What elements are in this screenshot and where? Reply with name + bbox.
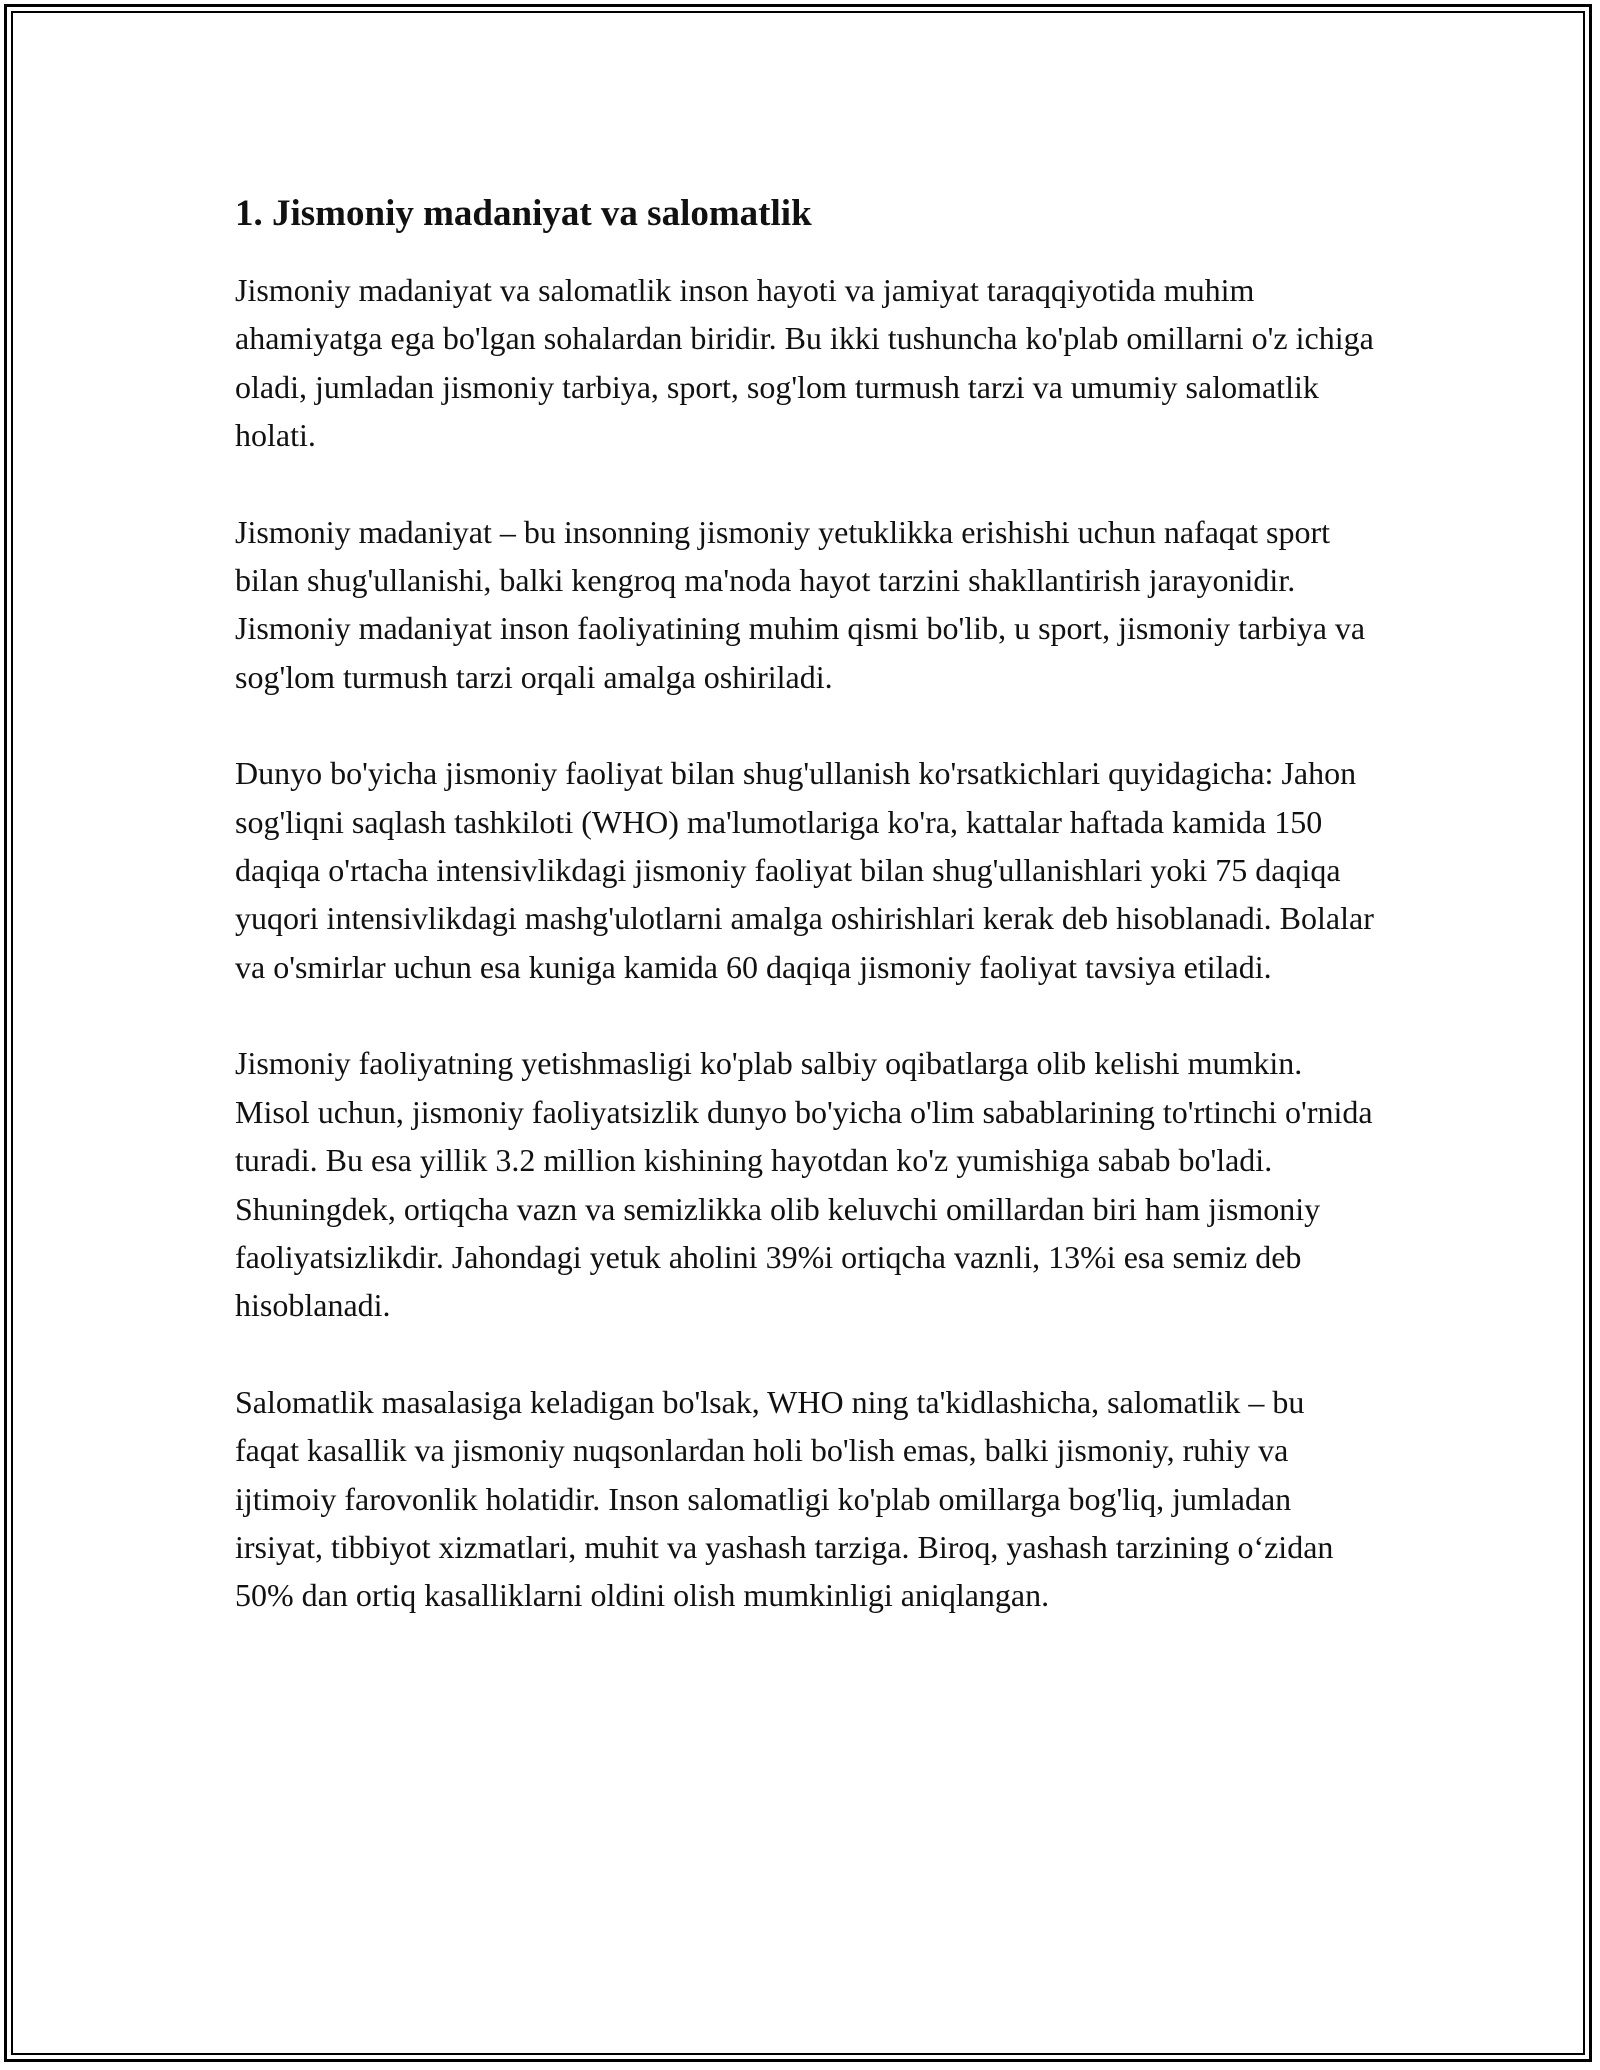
paragraph-health-definition: Salomatlik masalasiga keladigan bo'lsak, WHO ning ta'kidlashicha, salomatlik – bu faqat kasallik va jismoniy nuqsonlardan holi bo'lish emas, balki jismoniy, ruhiy va ijtimoiy farovonlik holatidir. Inson salomatligi ko'plab omillarga bog'liq, jumladan irsiyat, tibbiyot xizmatlari, muhit va yashash tarziga. Biroq, yashash tarzining oʻzidan 50% dan ortiq kasalliklarni oldini olish mumkinligi aniqlangan. [235, 1383, 1334, 1614]
paragraph-physical-culture: Jismoniy madaniyat – bu insonning jismoniy yetuklikka erishishi uchun nafaqat sport bilan shug'ullanishi, balki kengroq ma'noda hayot tarzini shakllantirish jarayonidir. Jismoniy madaniyat inson faoliyatining muhim qismi bo'lib, u sport, jismoniy tarbiya va sog'lom turmush tarzi orqali amalga oshiriladi. [235, 513, 1366, 695]
document-body [235, 186, 1375, 1620]
paragraph-who-recommendations: Dunyo bo'yicha jismoniy faoliyat bilan shug'ullanish ko'rsatkichlari quyidagicha: Jahon sog'liqni saqlash tashkiloti (WHO) ma'lumotlariga ko'ra, kattalar haftada kamida 150 daqiqa o'rtacha intensivlikdagi jismoniy faoliyat bilan shug'ullanishlari yoki 75 daqiqa yuqori intensivlikdagi mashg'ulotlarni amalga oshirishlari kerak deb hisoblanadi. Bolalar va o'smirlar uchun esa kuniga kamida 60 daqiqa jismoniy faoliyat tavsiya etiladi. [235, 755, 1374, 985]
section-title: 1. Jismoniy madaniyat va salomatlik [235, 193, 812, 234]
paragraph-inactivity-consequences: Jismoniy faoliyatning yetishmasligi ko'plab salbiy oqibatlarga olib kelishi mumkin. Misol uchun, jismoniy faoliyatsizlik dunyo bo'yicha o'lim sabablarining to'rtinchi o'rnida turadi. Bu esa yillik 3.2 million kishining hayotdan ko'z yumishiga sabab bo'ladi. Shuningdek, ortiqcha vazn va semizlikka olib keluvchi omillardan biri ham jismoniy faoliyatsizlikdir. Jahondagi yetuk aholini 39%i ortiqcha vaznli, 13%i esa semiz deb hisoblanadi. [235, 1045, 1373, 1324]
paragraph-intro: Jismoniy madaniyat va salomatlik inson hayoti va jamiyat taraqqiyotida muhim ahamiyatga ega bo'lgan sohalardan biridir. Bu ikki tushuncha ko'plab omillarni o'z ichiga oladi, jumladan jismoniy tarbiya, sport, sog'lom turmush tarzi va umumiy salomatlik holati. [235, 272, 1374, 454]
